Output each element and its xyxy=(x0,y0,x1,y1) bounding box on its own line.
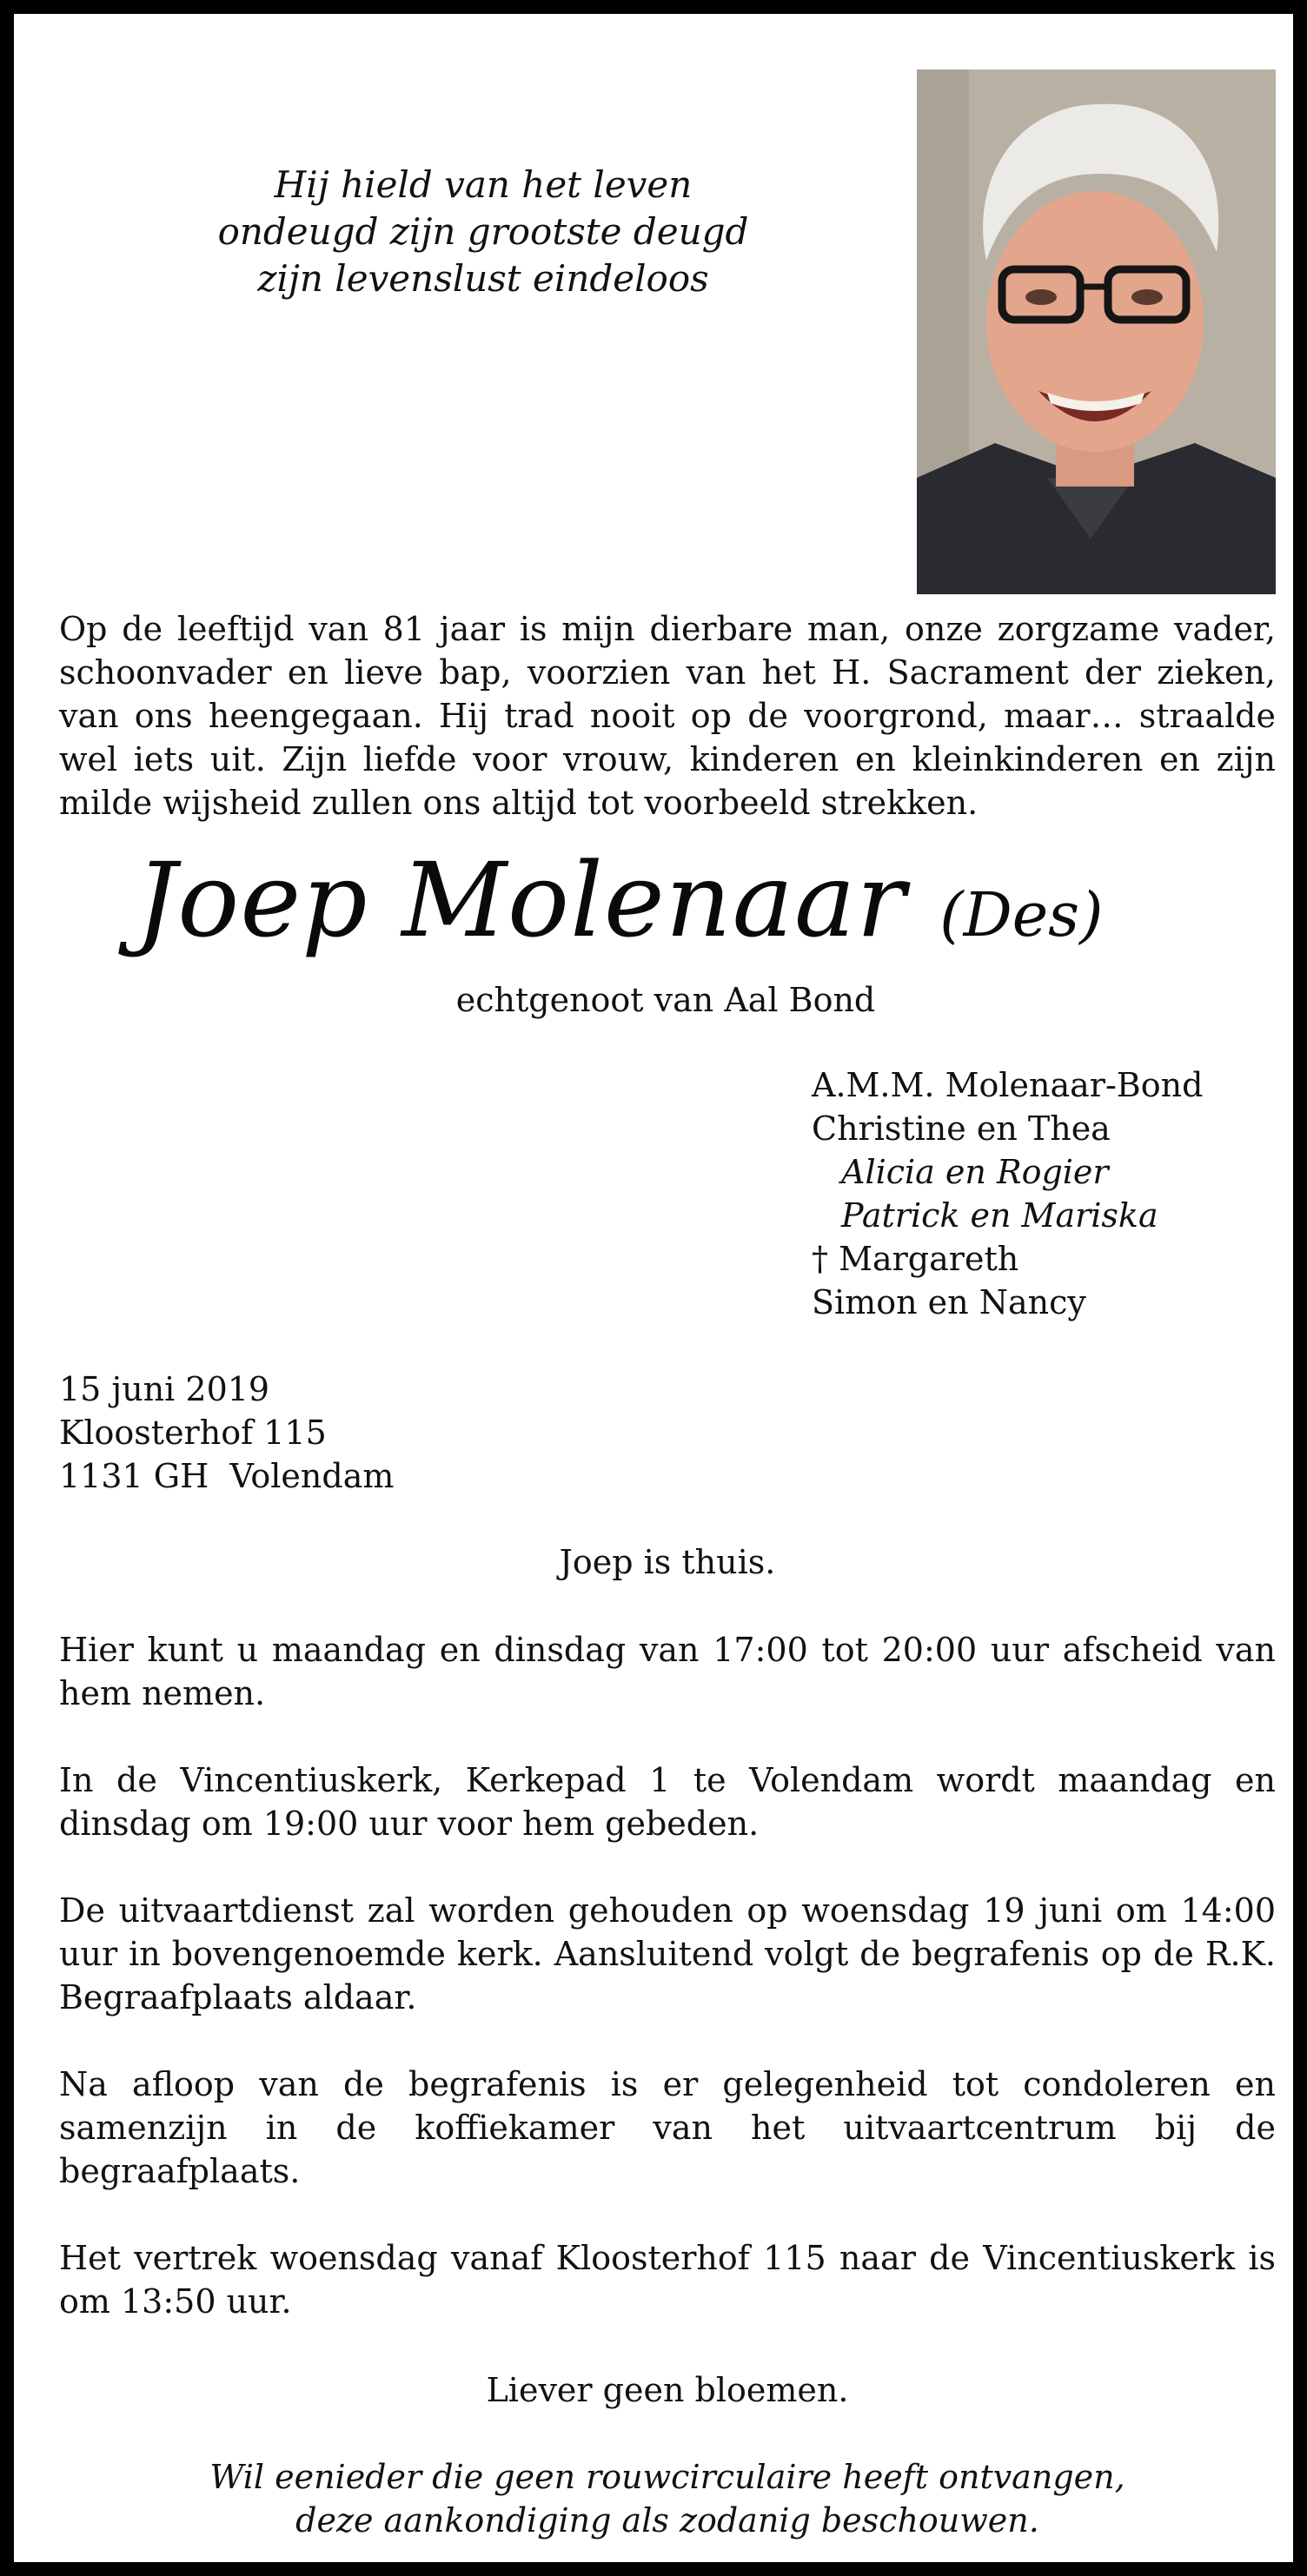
closing-line-2: deze aankondiging als zodanig beschouwen. xyxy=(295,2501,1039,2540)
family-list xyxy=(812,1063,1298,1324)
paragraph-departure: Het vertrek woensdag vanaf Kloosterhof 115 naar de Vincentiuskerk is om 13:50 uur. xyxy=(59,2239,1276,2321)
motto-line-1: Hij hield van het leven xyxy=(274,163,693,206)
nickname: (Des) xyxy=(939,879,1104,950)
deceased-name xyxy=(136,839,1178,976)
city-line: 1131 GH Volendam xyxy=(59,1457,395,1495)
paragraph-farewell: Hier kunt u maandag en dinsdag van 17:00 tot 20:00 uur afscheid van hem nemen. xyxy=(59,1631,1276,1712)
flowers-line: Liever geen bloemen. xyxy=(486,2371,849,2409)
intro-text: Op de leeftijd van 81 jaar is mijn dierbare man, onze zorgzame vader, schoonvader en lieve bap, voorzien van het H. Sacrament der zieken, van ons heengegaan. Hij trad nooit op de voorgrond, maar… straalde wel iets uit. Zijn liefde voor vrouw, kinderen en kleinkinderen en zijn milde wijsheid zullen ons altijd tot voorbeeld strekken. xyxy=(59,610,1276,822)
closing-note xyxy=(59,2455,1276,2542)
closing-line-1: Wil eenieder die geen rouwcirculaire heeft ontvangen, xyxy=(209,2458,1125,2496)
family-member: Christine en Thea xyxy=(812,1109,1111,1148)
paragraph-prayer: In de Vincentiuskerk, Kerkepad 1 te Volendam wordt maandag en dinsdag om 19:00 uur voor hem gebeden. xyxy=(59,1761,1276,1843)
family-member: Simon en Nancy xyxy=(812,1283,1086,1321)
at-home-line: Joep is thuis. xyxy=(559,1543,776,1581)
portrait-photo xyxy=(917,70,1276,594)
date-line: 15 juni 2019 xyxy=(59,1370,270,1408)
paragraph-condolence: Na afloop van de begrafenis is er gelegenheid tot condoleren en samenzijn in de koffiekamer van het uitvaartcentrum bij de begraafplaats. xyxy=(59,2065,1276,2190)
full-name: Joep Molenaar xyxy=(136,840,906,960)
family-member: † Margareth xyxy=(812,1240,1019,1278)
paragraph-service: De uitvaartdienst zal worden gehouden op woensdag 19 juni om 14:00 uur in bovengenoemde kerk. Aansluitend volgt de begrafenis op de R.K. Begraafplaats aldaar. xyxy=(59,1891,1276,2016)
street-line: Kloosterhof 115 xyxy=(59,1414,327,1452)
portrait-illustration xyxy=(917,70,1276,594)
motto xyxy=(101,162,866,302)
family-member: Patrick en Mariska xyxy=(841,1196,1158,1235)
family-member: Alicia en Rogier xyxy=(841,1153,1109,1191)
motto-line-2: ondeugd zijn grootste deugd xyxy=(217,210,749,253)
family-member: A.M.M. Molenaar-Bond xyxy=(812,1066,1204,1104)
address-block xyxy=(59,1367,667,1498)
spouse-line: echtgenoot van Aal Bond xyxy=(455,981,876,1019)
motto-line-3: zijn levenslust eindeloos xyxy=(257,257,709,300)
